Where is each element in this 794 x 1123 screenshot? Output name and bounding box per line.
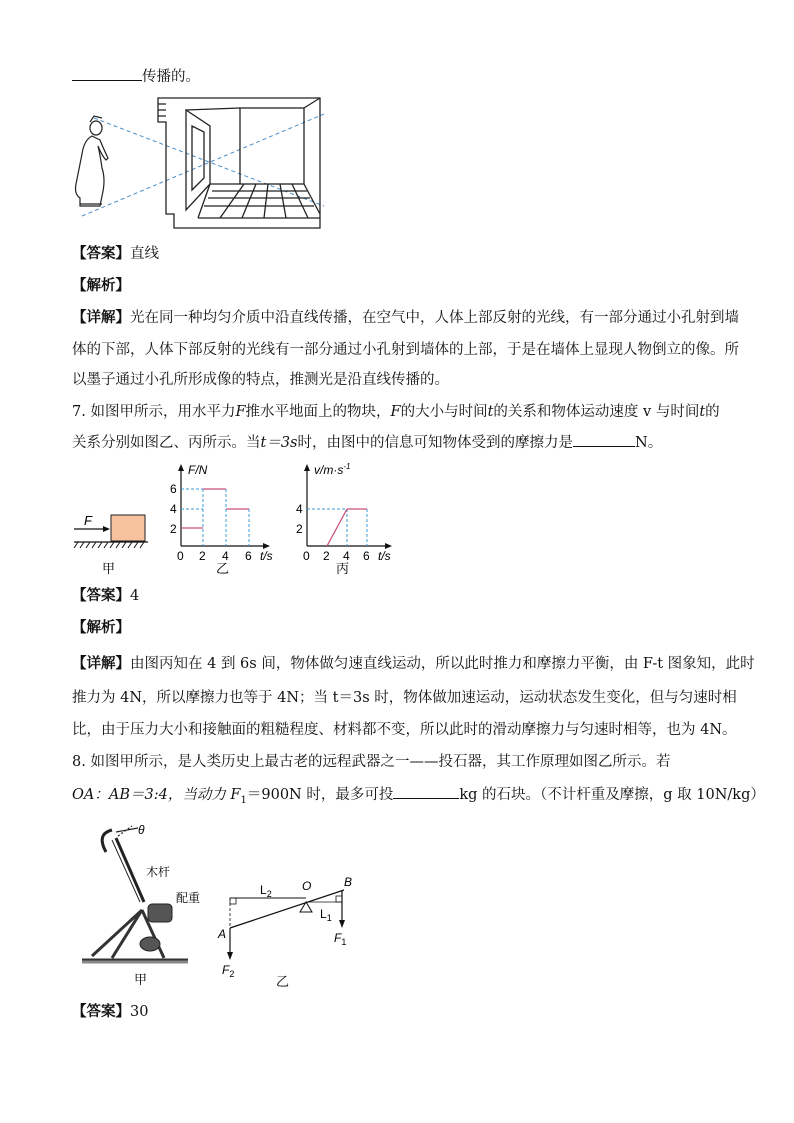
- y-tick-2: 2: [170, 522, 177, 536]
- q6-tail-text: 传播的。: [142, 69, 200, 85]
- detail-text: 以墨子通过小孔所形成像的特点，推测光是沿直线传播的。: [72, 372, 449, 388]
- x-axis-label: t/s: [378, 549, 391, 563]
- q6-detail-2: [72, 340, 739, 360]
- answer-value: 30: [130, 1004, 149, 1020]
- label-A: A: [218, 927, 227, 941]
- subscript: 1: [240, 794, 247, 806]
- caption-jia: 甲: [102, 561, 116, 576]
- y-ticks: [296, 502, 303, 536]
- figure-yi-force-graph: [166, 462, 286, 574]
- label-B: B: [344, 875, 353, 889]
- person-figure: [76, 116, 109, 206]
- stem-text: 的关系和物体运动速度 v 与时间: [493, 404, 700, 420]
- stem-text: 推水平地面上的物块，: [245, 404, 391, 420]
- q7-answer: [72, 586, 139, 606]
- detail-text: 由图丙知在 4 到 6s 间，物体做匀速直线运动，所以此时推力和摩擦力平衡，由 F-t 图象知，此时: [130, 656, 755, 672]
- y-ticks: [170, 482, 177, 536]
- q6-detail-1: [72, 308, 739, 328]
- q7-detail-2: [72, 688, 737, 708]
- counterweight: [140, 904, 172, 951]
- question-number: 7.: [72, 404, 86, 420]
- rod-label: 木杆: [146, 865, 171, 879]
- theta-label: θ: [138, 823, 145, 837]
- detail-tag: 【详解】: [72, 655, 130, 672]
- stem-text: 的大小与时间: [400, 404, 488, 420]
- detail-text: 推力为 4N，所以摩擦力也等于 4N；当 t＝3s 时，物体做加速运动，运动状态发生变化，但与匀速时相: [72, 690, 737, 706]
- y-tick-4: 4: [296, 502, 303, 516]
- q7-detail-3: [72, 720, 737, 740]
- var-F: F: [235, 404, 246, 420]
- stem-text: 时，由图中的信息可知物体受到的摩擦力是: [297, 435, 573, 451]
- weight-label: 配重: [176, 891, 201, 905]
- q6-answer: [72, 244, 159, 264]
- stem-text: OA：AB＝3:4，当动力 F: [72, 787, 241, 803]
- label-L1: $L_1$: [320, 907, 332, 923]
- analysis-tag: 【解析】: [72, 277, 130, 294]
- x-tick-2: 2: [199, 549, 206, 563]
- x-tick-6: 6: [245, 549, 252, 563]
- answer-value: 直线: [130, 246, 159, 262]
- block: [111, 515, 145, 541]
- q7-detail-1: [72, 654, 755, 674]
- caption-yi: 乙: [216, 561, 230, 576]
- y-tick-6: 6: [170, 482, 177, 496]
- var-t: t: [487, 404, 494, 420]
- x-tick-4: 4: [222, 549, 229, 563]
- figure-trebuchet: [72, 818, 201, 990]
- q6-analysis: [72, 276, 130, 296]
- condition: t＝3s: [260, 435, 298, 451]
- answer-blank: [72, 66, 142, 81]
- q8-stem-2: [72, 784, 765, 811]
- var-F: F: [390, 404, 401, 420]
- y-axis-label: F/N: [188, 463, 208, 477]
- y-tick-2: 2: [296, 522, 303, 536]
- analysis-tag: 【解析】: [72, 619, 130, 636]
- unit: N。: [635, 435, 663, 451]
- label-L2: $L_2$: [260, 883, 272, 899]
- x-tick-6: 6: [363, 549, 370, 563]
- answer-blank: [573, 432, 635, 447]
- q7-stem-1: [72, 402, 720, 422]
- label-F2: $F_2$: [222, 963, 235, 979]
- label-O: O: [302, 879, 312, 893]
- answer-tag: 【答案】: [72, 245, 130, 262]
- x-tick-2: 2: [323, 549, 330, 563]
- figure-bing-velocity-graph: [292, 462, 404, 574]
- answer-value: 4: [130, 588, 140, 604]
- stem-text: 关系分别如图乙、丙所示。当: [72, 435, 261, 451]
- pinhole-camera-figure: [70, 94, 326, 232]
- question-number: 8.: [72, 754, 86, 770]
- x-tick-4: 4: [343, 549, 350, 563]
- q7-analysis: [72, 618, 130, 638]
- figure-jia-block: [70, 505, 160, 577]
- x-tick-0: 0: [303, 549, 310, 563]
- detail-text: 体的下部，人体下部反射的光线有一部分通过小孔射到墙体的上部，于是在墙体上显现人物倒立的像。所: [72, 342, 739, 358]
- x-axis-label: t/s: [260, 549, 273, 563]
- stem-text: ＝900N 时，最多可投: [246, 787, 394, 803]
- x-tick-0: 0: [177, 549, 184, 563]
- camera-box: [158, 98, 320, 228]
- figure-lever-diagram: [212, 872, 368, 988]
- q8-answer: [72, 1002, 148, 1022]
- y-tick-4: 4: [170, 502, 177, 516]
- answer-tag: 【答案】: [72, 587, 130, 604]
- caption-jia: 甲: [134, 972, 148, 987]
- stem-text: 如图甲所示，是人类历史上最古老的远程武器之一——投石器，其工作原理如图乙所示。若: [90, 754, 671, 770]
- q8-stem-1: [72, 752, 670, 772]
- force-label: F: [84, 513, 92, 528]
- caption-yi: 乙: [276, 974, 290, 989]
- q6-detail-3: [72, 370, 449, 390]
- x-ticks: [177, 549, 252, 563]
- q6-tail-line: [72, 66, 200, 87]
- stem-text: 如图甲所示，用水平力: [90, 404, 236, 420]
- q7-stem-2: [72, 432, 662, 453]
- stem-text: 的: [705, 404, 720, 420]
- detail-tag: 【详解】: [72, 309, 130, 326]
- answer-blank: [393, 784, 459, 799]
- stem-text: kg 的石块。（不计杆重及摩擦，g 取 10N/kg）: [459, 787, 765, 803]
- detail-text: 比，由于压力大小和接触面的粗糙程度、材料都不变，所以此时的滑动摩擦力与匀速时相等，也为 4N。: [72, 722, 737, 738]
- detail-text: 光在同一种均匀介质中沿直线传播，在空气中，人体上部反射的光线，有一部分通过小孔射到墙: [130, 310, 739, 326]
- caption-bing: 丙: [336, 561, 350, 576]
- var-t: t: [699, 404, 706, 420]
- answer-tag: 【答案】: [72, 1003, 130, 1020]
- label-F1: $F_1$: [334, 931, 347, 947]
- y-axis-label: $v/m\cdot s^{-1}$: [314, 462, 351, 477]
- segment-2-4: [327, 509, 347, 546]
